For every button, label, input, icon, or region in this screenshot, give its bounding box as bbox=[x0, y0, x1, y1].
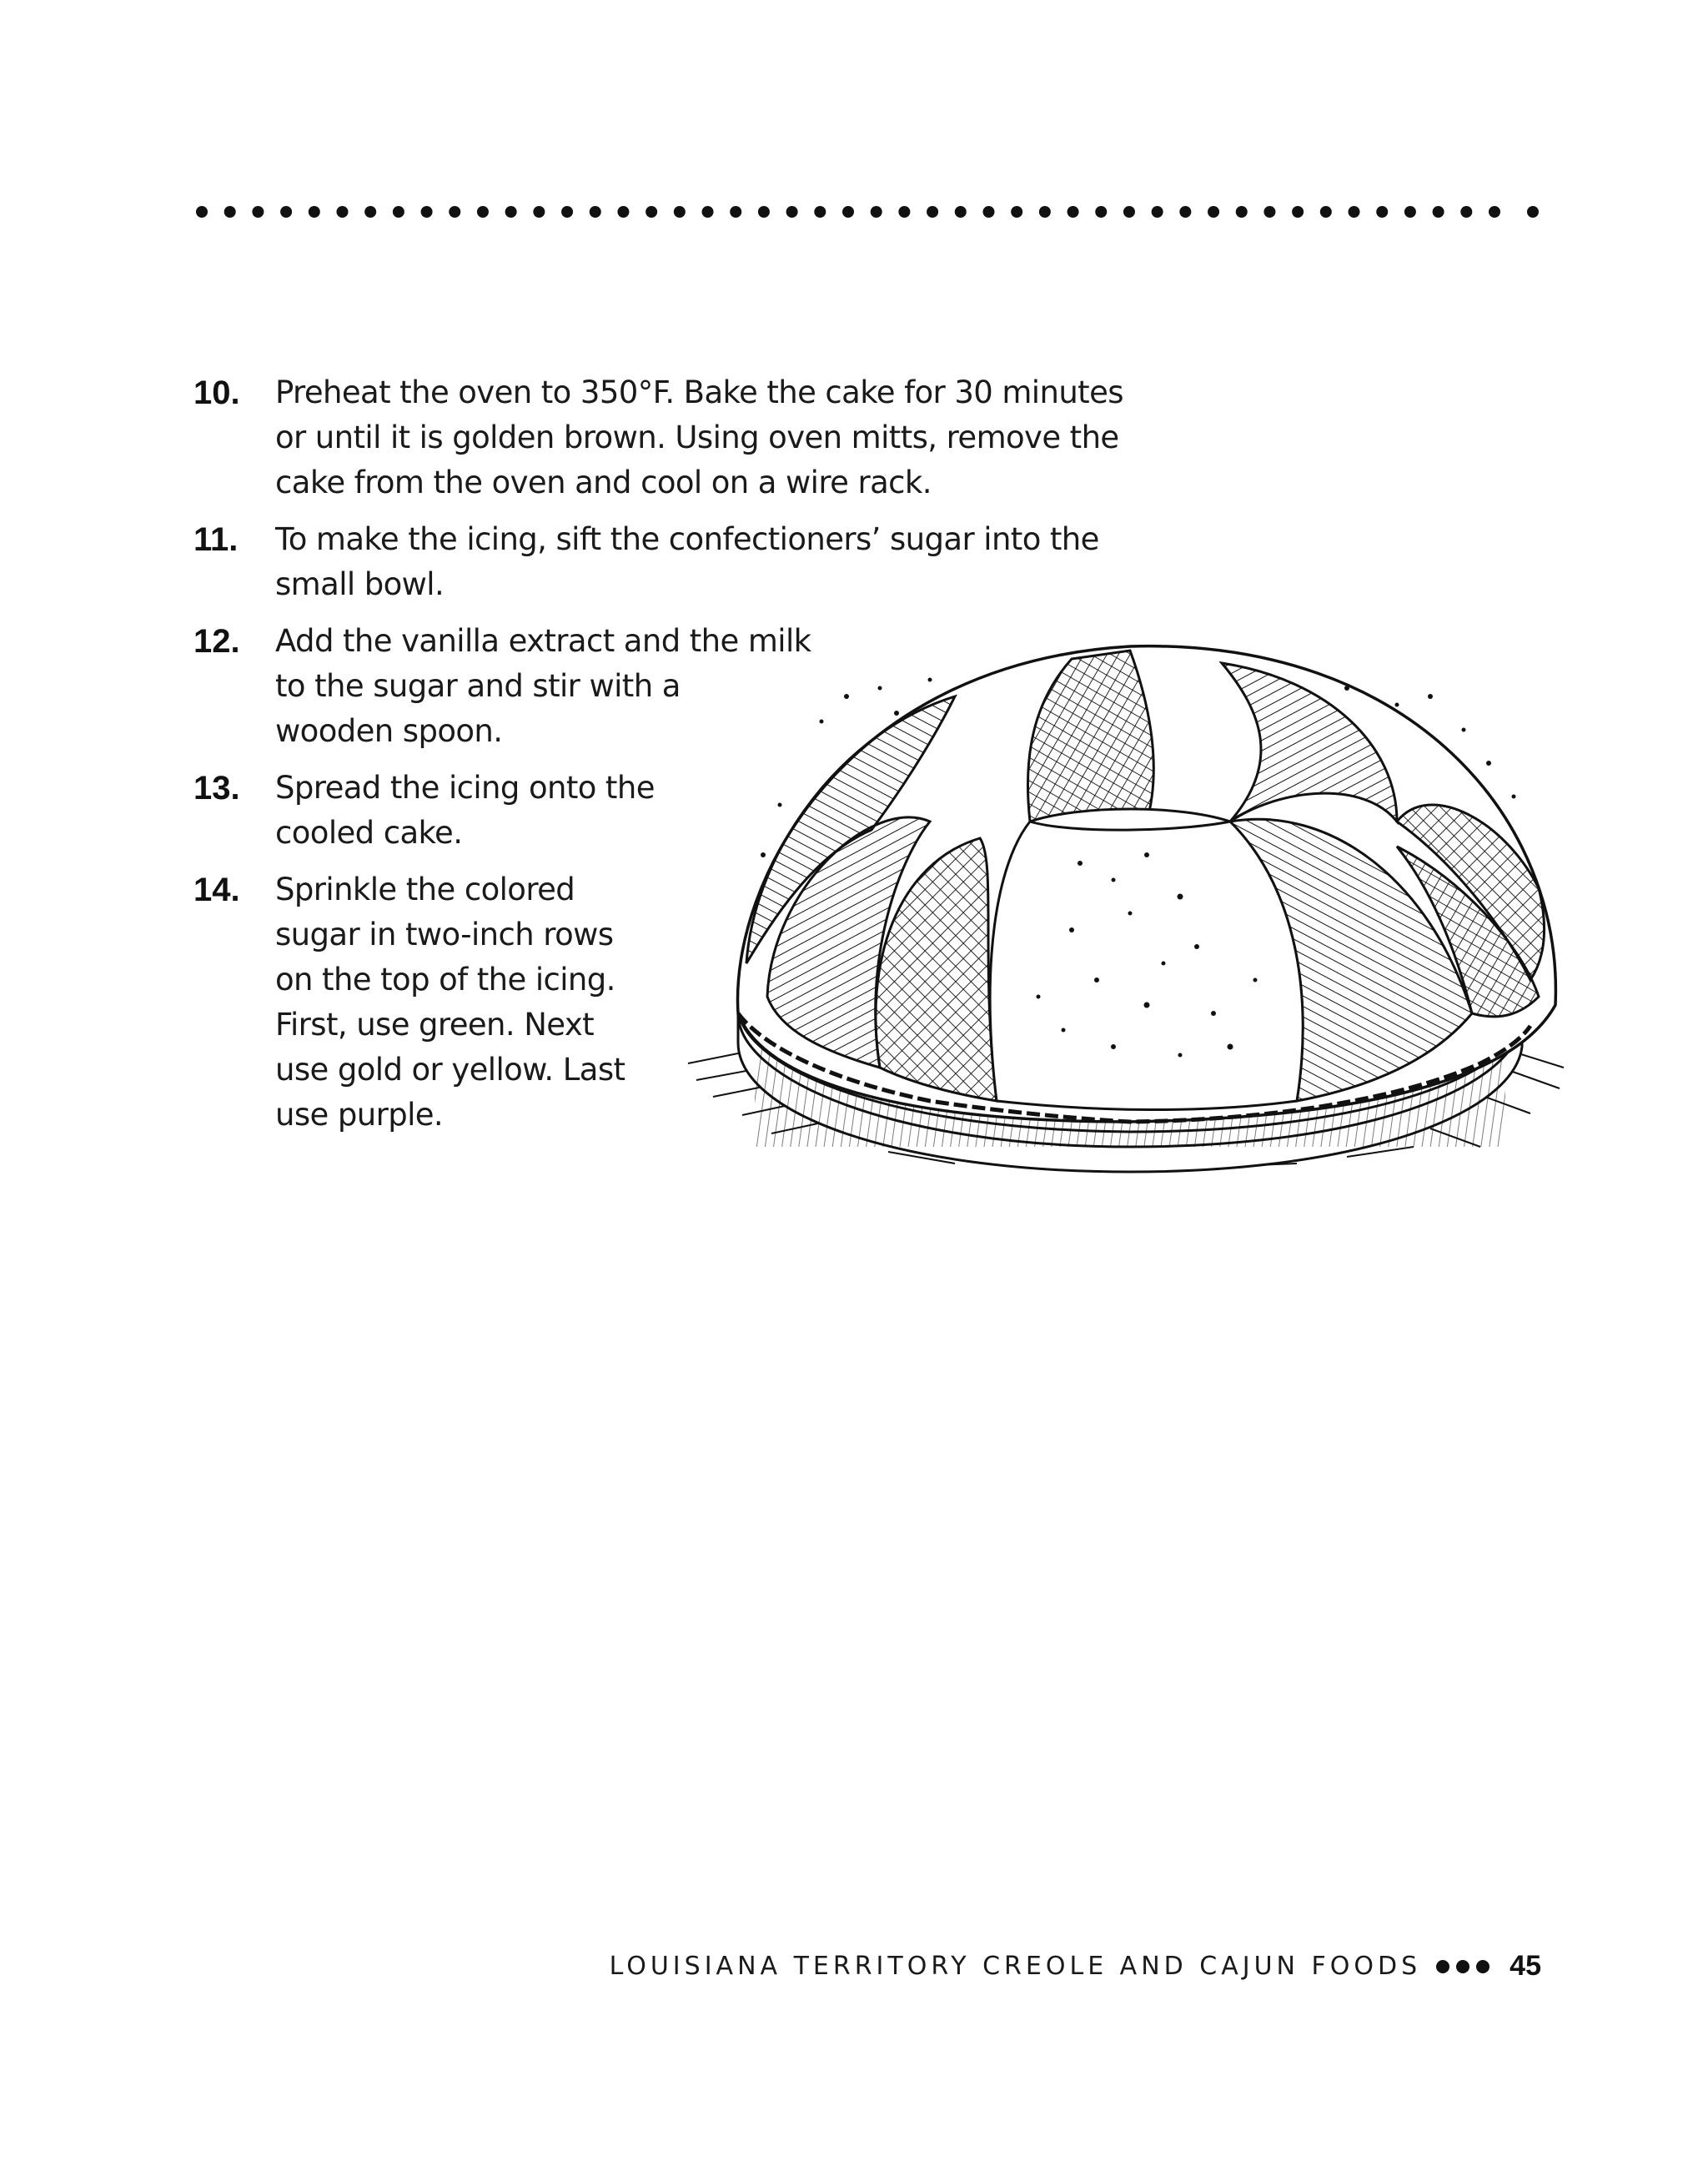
rule-dot bbox=[505, 206, 517, 218]
rule-dot bbox=[982, 206, 994, 218]
rule-dot bbox=[1208, 206, 1219, 218]
rule-dot bbox=[590, 206, 601, 218]
step-line: wooden spoon. bbox=[275, 713, 503, 749]
rule-dot bbox=[252, 206, 264, 218]
rule-dot bbox=[309, 206, 320, 218]
step-line: cake from the oven and cool on a wire rack. bbox=[275, 465, 932, 500]
step-line: First, use green. Next bbox=[275, 1007, 595, 1043]
rule-dot bbox=[1404, 206, 1416, 218]
rule-dot bbox=[449, 206, 460, 218]
step-line: Preheat the oven to 350°F. Bake the cake for 30 minutes bbox=[275, 374, 1123, 410]
rule-dot bbox=[955, 206, 967, 218]
rule-dot bbox=[646, 206, 657, 218]
rule-dot bbox=[898, 206, 910, 218]
rule-dot bbox=[1068, 206, 1079, 218]
rule-dot bbox=[1527, 206, 1539, 218]
rule-dot bbox=[1011, 206, 1022, 218]
rule-dot bbox=[730, 206, 741, 218]
rule-dot bbox=[1292, 206, 1304, 218]
step-line: or until it is golden brown. Using oven mitts, remove the bbox=[275, 420, 1119, 455]
rule-dot bbox=[1349, 206, 1360, 218]
rule-dot bbox=[533, 206, 545, 218]
rule-dot bbox=[280, 206, 292, 218]
step-line: to the sugar and stir with a bbox=[275, 668, 681, 704]
step-line: cooled cake. bbox=[275, 815, 463, 851]
rule-dot bbox=[364, 206, 376, 218]
rule-dot bbox=[1263, 206, 1275, 218]
rule-dot bbox=[224, 206, 236, 218]
page-number: 45 bbox=[1510, 1950, 1541, 1982]
rule-dot bbox=[1236, 206, 1248, 218]
rule-dot bbox=[786, 206, 798, 218]
step-10 bbox=[193, 370, 1161, 505]
rule-dot bbox=[336, 206, 348, 218]
rule-dot bbox=[617, 206, 629, 218]
rule-dot bbox=[674, 206, 686, 218]
rule-dot bbox=[842, 206, 854, 218]
step-text bbox=[275, 517, 1099, 607]
rule-dot bbox=[871, 206, 882, 218]
rule-dot bbox=[1433, 206, 1444, 218]
rule-dot bbox=[393, 206, 404, 218]
rule-dot bbox=[1179, 206, 1191, 218]
step-number: 13. bbox=[193, 770, 240, 807]
rule-dot bbox=[421, 206, 433, 218]
step-number: 14. bbox=[193, 872, 240, 908]
king-cake-drawing-icon bbox=[680, 613, 1597, 1180]
step-11 bbox=[193, 517, 1161, 607]
step-text bbox=[275, 370, 1123, 505]
step-line: Sprinkle the colored bbox=[275, 872, 575, 907]
rule-dot bbox=[702, 206, 714, 218]
step-number: 10. bbox=[193, 374, 240, 411]
step-line: use purple. bbox=[275, 1097, 444, 1133]
rule-dot bbox=[758, 206, 770, 218]
rule-dot bbox=[1489, 206, 1500, 218]
rule-dot bbox=[1376, 206, 1388, 218]
step-line: Spread the icing onto the bbox=[275, 770, 655, 806]
step-text bbox=[275, 766, 655, 856]
step-number: 11. bbox=[193, 521, 239, 558]
rule-dot bbox=[814, 206, 826, 218]
rule-dot bbox=[1039, 206, 1051, 218]
rule-dot bbox=[927, 206, 938, 218]
dotted-divider bbox=[195, 204, 1541, 220]
step-line: small bowl. bbox=[275, 566, 445, 602]
step-line: sugar in two-inch rows bbox=[275, 917, 614, 952]
running-footer bbox=[610, 1950, 1541, 1983]
rule-dot bbox=[196, 206, 208, 218]
rule-dot bbox=[1320, 206, 1332, 218]
rule-dot bbox=[1095, 206, 1107, 218]
step-line: on the top of the icing. bbox=[275, 962, 615, 998]
book-title: LOUISIANA TERRITORY CREOLE AND CAJUN FOODS bbox=[609, 1952, 1422, 1981]
rule-dot bbox=[1123, 206, 1135, 218]
step-number: 12. bbox=[193, 623, 240, 660]
bullet-dots-icon bbox=[1436, 1960, 1489, 1973]
step-line: use gold or yellow. Last bbox=[275, 1052, 625, 1088]
rule-dot bbox=[561, 206, 573, 218]
step-line: Add the vanilla extract and the milk bbox=[275, 623, 811, 659]
rule-dot bbox=[1460, 206, 1472, 218]
step-text bbox=[275, 867, 625, 1138]
step-line: To make the icing, sift the confectioners’ sugar into the bbox=[275, 521, 1099, 557]
rule-dot bbox=[1152, 206, 1163, 218]
rule-dot bbox=[477, 206, 489, 218]
